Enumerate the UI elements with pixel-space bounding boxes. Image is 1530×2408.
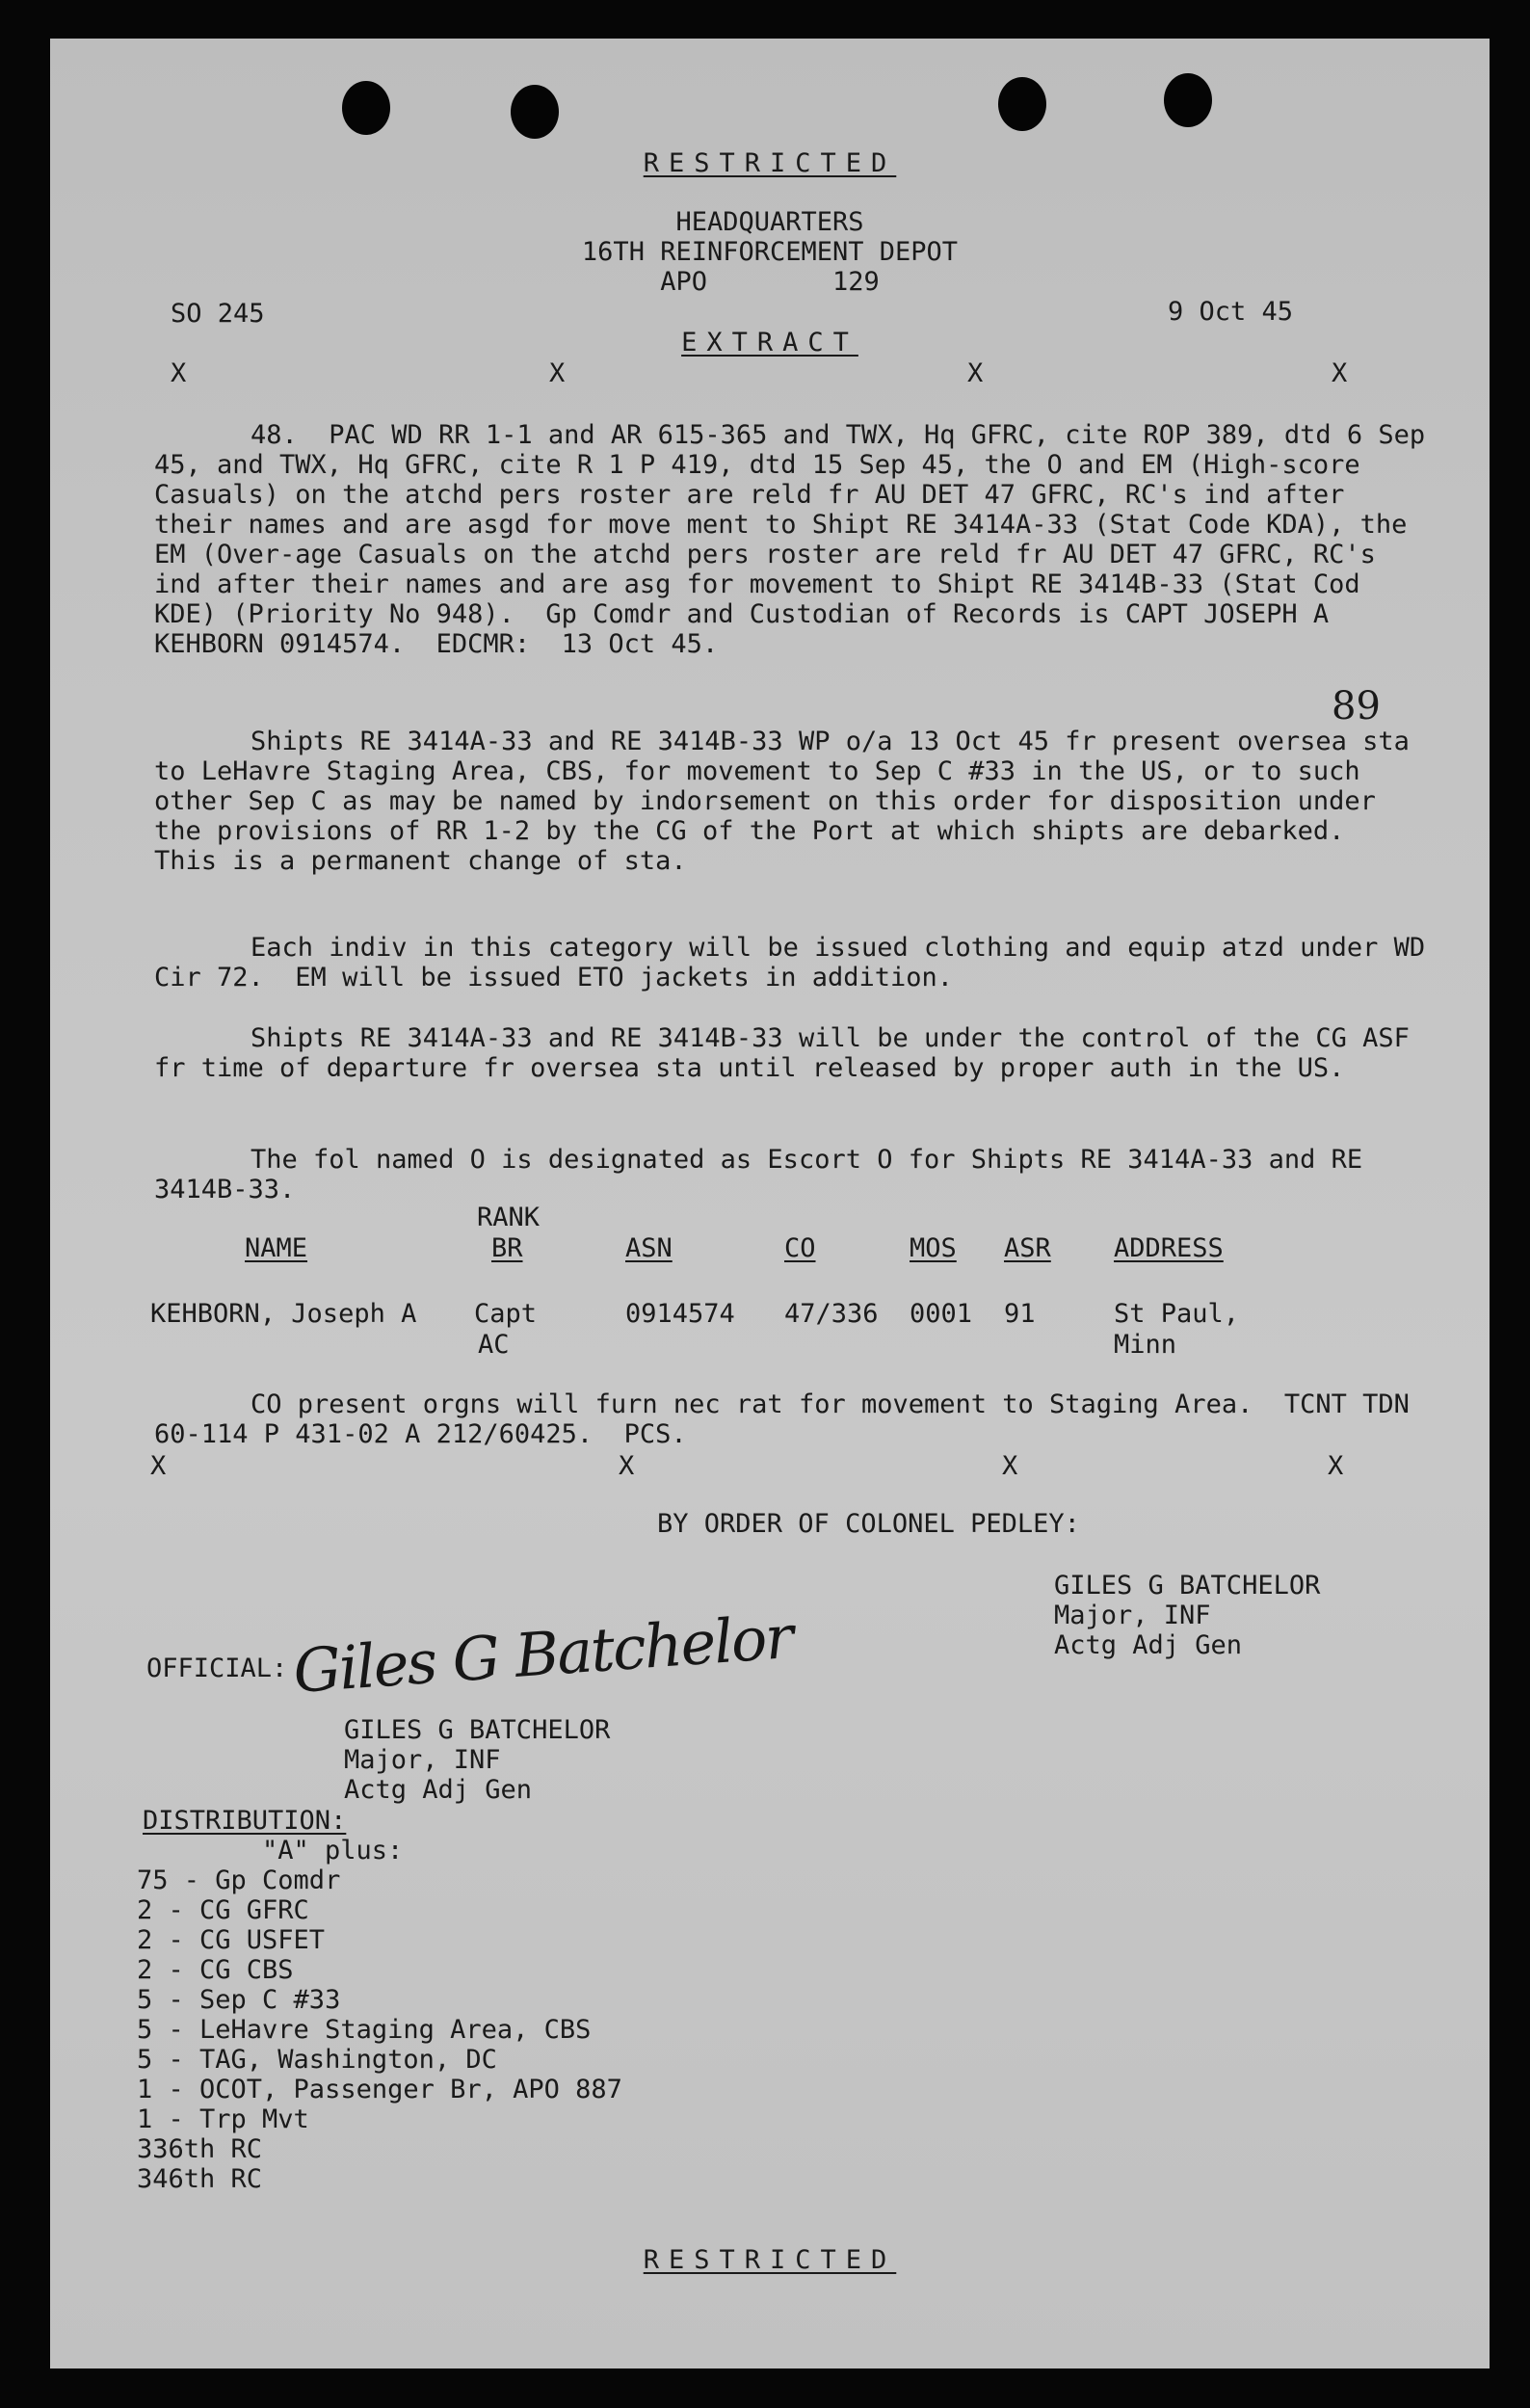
punch-hole [998, 77, 1046, 131]
x-mark: X [619, 1451, 635, 1481]
distribution-item: 2 - CG CBS [137, 1955, 294, 1985]
row-address-line2: Minn [1114, 1330, 1177, 1360]
row-asn: 0914574 [625, 1299, 735, 1329]
hq-line-1: HEADQUARTERS [675, 207, 864, 237]
x-mark: X [967, 358, 984, 388]
row-address-line1: St Paul, [1114, 1299, 1240, 1329]
official-name: GILES G BATCHELOR [344, 1715, 611, 1745]
row-rank: Capt [474, 1299, 538, 1329]
row-co: 47/336 [784, 1299, 879, 1329]
handwritten-signature: Giles G Batchelor [291, 1601, 795, 1707]
col-header-asr: ASR [1004, 1233, 1051, 1263]
col-header-address: ADDRESS [1114, 1233, 1224, 1263]
classification-bottom: RESTRICTED [643, 2245, 897, 2275]
paragraph-rations: CO present orgns will furn nec rat for movement to Staging Area. TCNT TDN 60-114 P 431-02 A 212/60425. PCS. [154, 1389, 1426, 1449]
document-page [50, 39, 1490, 2368]
x-mark: X [150, 1451, 167, 1481]
distribution-item: 5 - Sep C #33 [137, 1985, 341, 2015]
distribution-item: 5 - LeHavre Staging Area, CBS [137, 2015, 592, 2045]
distribution-label: DISTRIBUTION: [143, 1806, 347, 1836]
distribution-item: 2 - CG USFET [137, 1925, 326, 1955]
distribution-item: 2 - CG GFRC [137, 1895, 309, 1925]
punch-hole [342, 81, 390, 135]
paragraph-48: 48. PAC WD RR 1-1 and AR 615-365 and TWX, Hq GFRC, cite ROP 389, dtd 6 Sep 45, and TWX, Hq GFRC, cite R 1 P 419, dtd 15 Sep 45, the O and EM (High-score Casuals) on the atchd pers roster are reld fr AU DET 47 GFRC, RC's ind after their names and are asgd for move ment to Shipt RE 3414A-33 (Stat Code KDA), the EM (Over-age Casuals on the atchd pers roster are reld fr AU DET 47 GFRC, RC's ind after their names and are asg for movement to Shipt RE 3414B-33 (Stat Cod KDE) (Priority No 948). Gp Comdr and Custodian of Records is CAPT JOSEPH A KEHBORN 0914574. EDCMR: 13 Oct 45. [154, 420, 1441, 659]
signer-name: GILES G BATCHELOR [1054, 1571, 1321, 1601]
paragraph-clothing: Each indiv in this category will be issued clothing and equip atzd under WD Cir 72. EM will be issued ETO jackets in addition. [154, 933, 1441, 992]
hq-line-3: APO 129 [660, 267, 880, 297]
page-number: 89 [1332, 684, 1381, 728]
paragraph-shipts-movement: Shipts RE 3414A-33 and RE 3414B-33 WP o/a 13 Oct 45 fr present oversea sta to LeHavre Staging Area, CBS, for movement to Sep C #33 in the US, or to such other Sep C as may be named by indorsement on this order for disposition under the provisions of RR 1-2 by the CG of the Port at which shipts are debarked. This is a permanent change of sta. [154, 727, 1426, 876]
distribution-item: 75 - Gp Comdr [137, 1866, 341, 1895]
distribution-item: 5 - TAG, Washington, DC [137, 2045, 497, 2075]
official-label: OFFICIAL: [146, 1654, 288, 1683]
distribution-plus: "A" plus: [262, 1836, 404, 1866]
x-mark: X [171, 358, 187, 388]
col-header-name: NAME [245, 1233, 308, 1263]
paragraph-escort: The fol named O is designated as Escort O for Shipts RE 3414A-33 and RE 3414B-33. [154, 1145, 1379, 1204]
x-mark: X [549, 358, 566, 388]
col-header-mos: MOS [910, 1233, 957, 1263]
signer-title: Actg Adj Gen [1054, 1630, 1243, 1660]
distribution-item: 1 - OCOT, Passenger Br, APO 887 [137, 2075, 622, 2104]
x-mark: X [1328, 1451, 1344, 1481]
order-date: 9 Oct 45 [1168, 297, 1294, 327]
hq-line-2: 16TH REINFORCEMENT DEPOT [581, 237, 959, 267]
official-rank: Major, INF [344, 1745, 501, 1775]
col-header-br: BR [491, 1233, 523, 1263]
x-mark: X [1002, 1451, 1018, 1481]
distribution-item: 346th RC [137, 2164, 263, 2194]
official-title: Actg Adj Gen [344, 1775, 533, 1805]
col-header-co: CO [784, 1233, 816, 1263]
classification-top: RESTRICTED [643, 148, 897, 178]
distribution-item: 336th RC [137, 2134, 263, 2164]
signer-rank: Major, INF [1054, 1601, 1211, 1630]
paragraph-control: Shipts RE 3414A-33 and RE 3414B-33 will be under the control of the CG ASF fr time of departure fr oversea sta until released by proper auth in the US. [154, 1023, 1426, 1083]
punch-hole [1164, 73, 1212, 127]
row-name: KEHBORN, Joseph A [150, 1299, 417, 1329]
distribution-item: 1 - Trp Mvt [137, 2104, 309, 2134]
row-mos: 0001 [910, 1299, 973, 1329]
x-mark: X [1332, 358, 1348, 388]
row-asr: 91 [1004, 1299, 1036, 1329]
col-header-asn: ASN [625, 1233, 673, 1263]
extract-heading: EXTRACT [681, 328, 858, 357]
row-branch: AC [478, 1330, 510, 1360]
col-header-rank: RANK [477, 1203, 541, 1232]
order-number: SO 245 [171, 299, 265, 329]
punch-hole [511, 85, 559, 139]
by-order-line: BY ORDER OF COLONEL PEDLEY: [657, 1509, 1080, 1539]
